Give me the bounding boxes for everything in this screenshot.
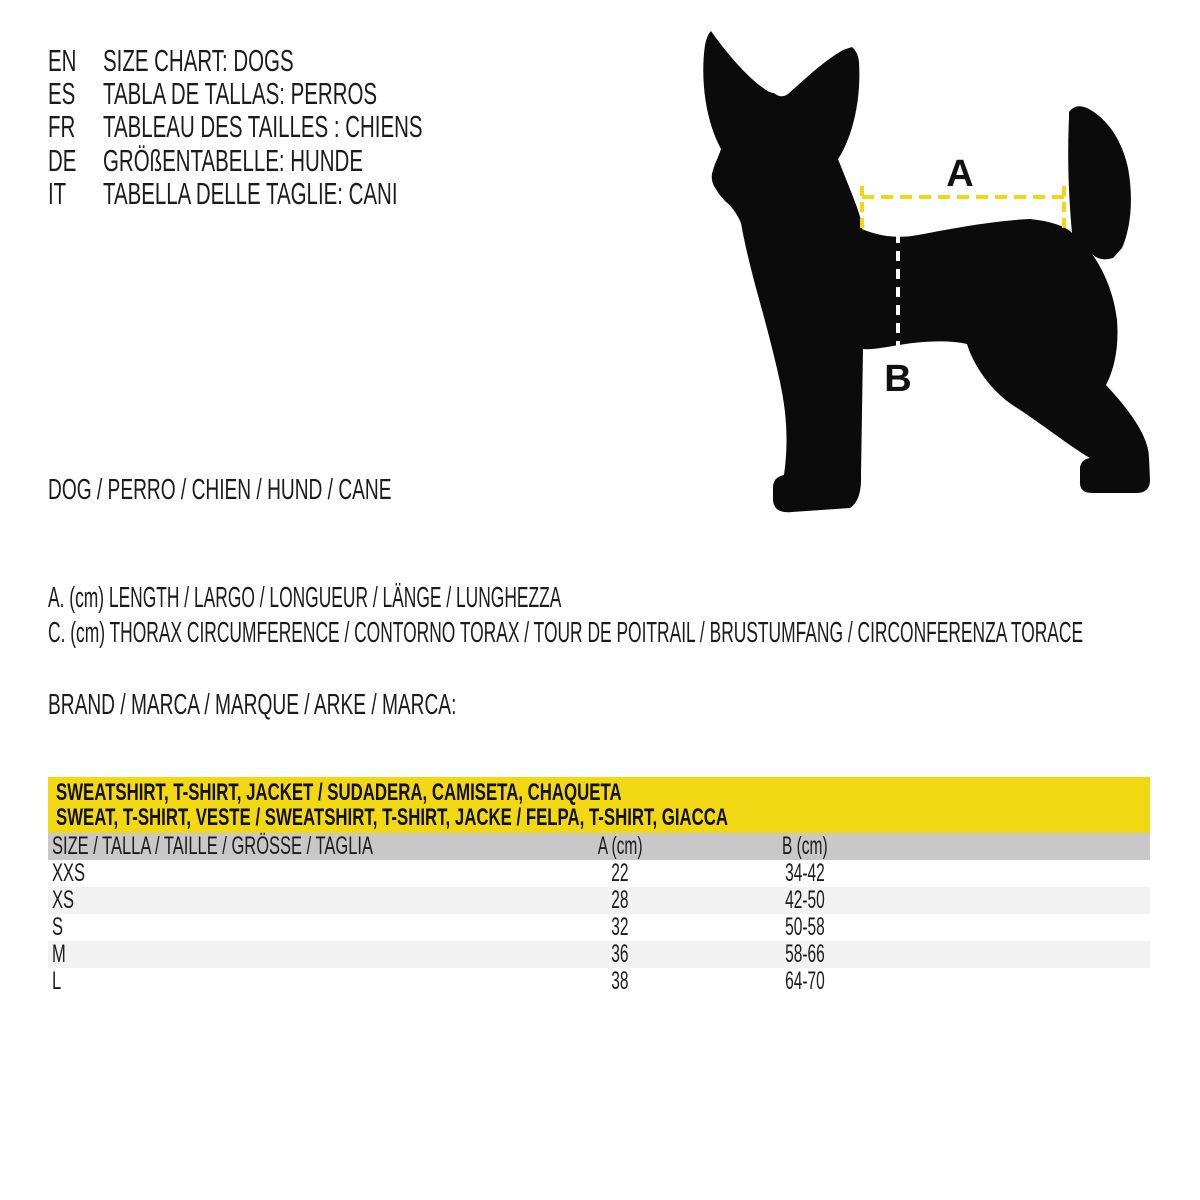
row-a-cell: [540, 968, 700, 995]
row-b-text: 42-50: [785, 886, 825, 914]
row-size-cell: [52, 914, 69, 941]
size-table: [48, 777, 1150, 995]
language-code: [48, 43, 103, 79]
row-size-text: L: [52, 967, 62, 995]
row-b-text: 50-58: [785, 913, 825, 941]
header-size-column: [52, 833, 538, 860]
table-row: [48, 914, 1150, 941]
language-title-text: TABLA DE TALLAS: PERROS: [103, 76, 378, 112]
language-code-text: FR: [48, 109, 76, 145]
row-size-cell: [52, 887, 85, 914]
row-a-text: 38: [611, 967, 629, 995]
row-b-cell: [725, 887, 885, 914]
row-size-text: XXS: [52, 859, 86, 887]
language-title-text: TABLEAU DES TAILLES : CHIENS: [103, 109, 423, 145]
language-code-text: EN: [48, 42, 77, 78]
banner-line-1: [56, 780, 1150, 805]
header-b-column: [725, 833, 885, 860]
row-size-cell: [52, 968, 66, 995]
language-code: [48, 176, 103, 212]
header-size-text: SIZE / TALLA / TAILLE / GRÖSSE / TAGLIA: [52, 832, 373, 860]
language-title-row: [48, 44, 587, 77]
animal-caption-text: DOG / PERRO / CHIEN / HUND / CANE: [48, 474, 392, 506]
language-title-row: [48, 144, 587, 177]
row-b-text: 64-70: [785, 967, 825, 995]
row-b-text: 34-42: [785, 859, 825, 887]
row-size-text: M: [52, 940, 66, 968]
row-size-cell: [52, 941, 73, 968]
row-a-text: 28: [611, 886, 629, 914]
row-a-text: 22: [611, 859, 629, 887]
measure-legend-a-text: A. (cm) LENGTH / LARGO / LONGUEUR / LÄNGE / LUNGHEZZA: [48, 582, 562, 614]
row-size-text: S: [52, 913, 64, 941]
header-a-column: [540, 833, 700, 860]
language-title-text: SIZE CHART: DOGS: [103, 42, 294, 78]
marker-a-label: A: [946, 153, 974, 195]
language-code: [48, 76, 103, 112]
language-title-list: [48, 44, 587, 211]
banner-line-2-text: SWEAT, T-SHIRT, VESTE / SWEATSHIRT, T-SHIRT, JACKE / FELPA, T-SHIRT, GIACCA: [56, 804, 729, 831]
row-a-cell: [540, 887, 700, 914]
marker-b-label: B: [884, 358, 912, 400]
row-a-text: 32: [611, 913, 629, 941]
row-a-cell: [540, 914, 700, 941]
row-b-cell: [725, 860, 885, 887]
header-b-text: B (cm): [782, 832, 828, 860]
row-a-text: 36: [611, 940, 629, 968]
banner-line-2: [56, 805, 1150, 830]
row-b-cell: [725, 941, 885, 968]
table-row: [48, 860, 1150, 887]
language-title-row: [48, 77, 587, 110]
row-size-text: XS: [52, 886, 75, 914]
row-b-cell: [725, 914, 885, 941]
row-b-text: 58-66: [785, 940, 825, 968]
language-code-text: IT: [48, 176, 67, 212]
row-b-cell: [725, 968, 885, 995]
banner-line-1-text: SWEATSHIRT, T-SHIRT, JACKET / SUDADERA, CAMISETA, CHAQUETA: [56, 779, 622, 806]
language-code: [48, 143, 103, 179]
language-code-text: ES: [48, 76, 76, 112]
dog-silhouette: [703, 31, 1150, 512]
language-title-text: GRÖßENTABELLE: HUNDE: [103, 142, 363, 178]
header-a-text: A (cm): [597, 832, 643, 860]
row-a-cell: [540, 941, 700, 968]
row-size-cell: [52, 860, 102, 887]
measure-legend-a: [48, 584, 904, 612]
garment-type-banner: [48, 777, 1150, 833]
table-row: [48, 887, 1150, 914]
language-code-text: DE: [48, 142, 77, 178]
brand-caption-text: BRAND / MARCA / MARQUE / ARKE / MARCA:: [48, 689, 457, 721]
animal-caption: [48, 476, 568, 504]
language-title-row: [48, 111, 587, 144]
brand-caption: [48, 691, 667, 719]
table-row: [48, 941, 1150, 968]
measure-legend-c: [48, 619, 1200, 647]
language-title-text: TABELLA DELLE TAGLIE: CANI: [103, 176, 398, 212]
language-code: [48, 109, 103, 145]
row-a-cell: [540, 860, 700, 887]
table-row: [48, 968, 1150, 995]
language-title-row: [48, 178, 587, 211]
table-header-row: [48, 833, 1150, 860]
measure-legend-c-text: C. (cm) THORAX CIRCUMFERENCE / CONTORNO TORAX / TOUR DE POITRAIL / BRUSTUMFANG / CIRCONFERENZA TORACE: [48, 617, 1084, 649]
